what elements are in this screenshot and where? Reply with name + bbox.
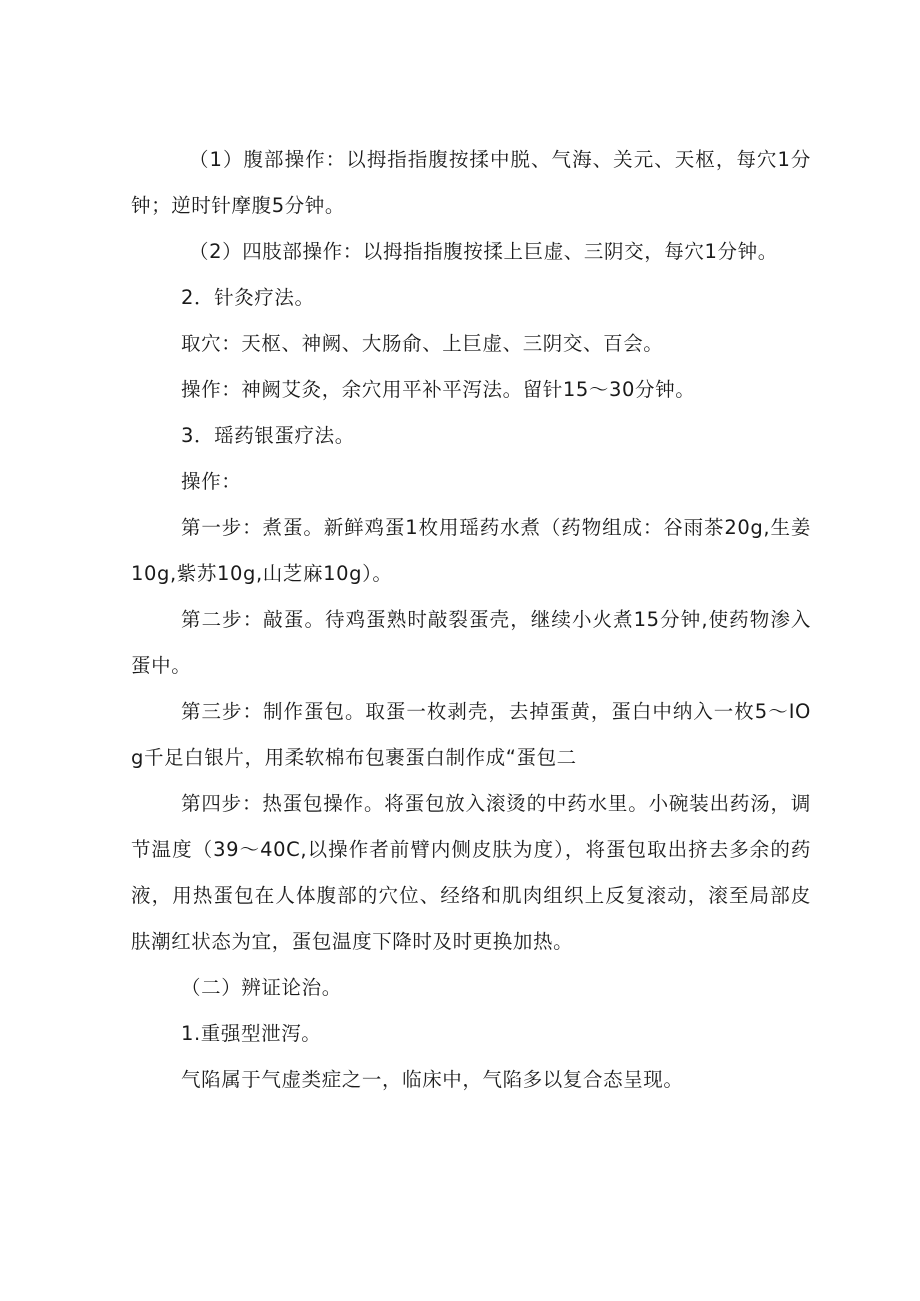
paragraph-step-one: 第一步：煮蛋。新鲜鸡蛋1枚用瑶药水煮（药物组成：谷雨茶20g,生姜10g,紫苏10g,山芝麻10g）。 — [131, 516, 811, 585]
heading-silver-egg-therapy: 3．瑶药银蛋疗法。 — [181, 424, 355, 447]
paragraph-acupoint-selection: 取穴：天枢、神阙、大肠俞、上巨虚、三阴交、百会。 — [181, 332, 664, 355]
paragraph-qi-sinking: 气陷属于气虚类症之一，临床中，气陷多以复合态呈现。 — [181, 1068, 684, 1091]
paragraph-step-four: 第四步：热蛋包操作。将蛋包放入滚烫的中药水里。小碗装出药汤，调节温度（39〜40C,以操作者前臂内侧皮肤为度），将蛋包取出挤去多余的药液，用热蛋包在人体腹部的穴位、经络和肌肉组织上反复滚动，滚至局部皮肤潮红状态为宜，蛋包温度下降时及时更换加热。 — [131, 792, 811, 953]
paragraph-abdominal-operation: （1）腹部操作：以拇指指腹按揉中脱、气海、关元、天枢，每穴1分钟；逆时针摩腹5分钟。 — [131, 148, 811, 217]
paragraph-step-three: 第三步：制作蛋包。取蛋一枚剥壳，去掉蛋黄，蛋白中纳入一枚5〜IOg千足白银片，用柔软棉布包裹蛋白制作成“蛋包二 — [131, 700, 811, 769]
heading-diarrhea-type: 1.重强型泄泻。 — [181, 1022, 322, 1045]
paragraph-limb-operation: （2）四肢部操作：以拇指指腹按揉上巨虚、三阴交，每穴1分钟。 — [189, 240, 778, 263]
paragraph-step-two: 第二步：敲蛋。待鸡蛋熟时敲裂蛋壳，继续小火煮15分钟,使药物渗入蛋中。 — [131, 608, 811, 677]
heading-syndrome-differentiation: （二）辨证论治。 — [181, 976, 342, 999]
document-body — [131, 137, 811, 1103]
paragraph-acupuncture-operation: 操作：神阙艾灸，余穴用平补平泻法。留针15〜30分钟。 — [181, 378, 696, 401]
heading-acupuncture-therapy: 2．针灸疗法。 — [181, 286, 315, 309]
paragraph-operation-label: 操作： — [181, 470, 242, 493]
